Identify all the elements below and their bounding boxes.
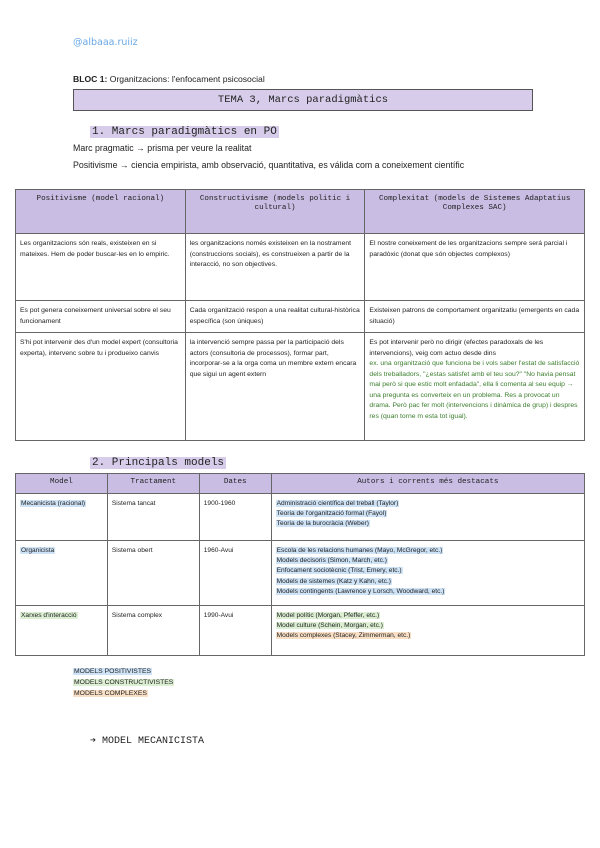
- table-cell: Es pot genera coneixement universal sobre el seu funcionament: [16, 301, 186, 333]
- table-cell: les organitzacions només existeixen en la nostrament (construccions socials), es construeixen a partir de la interacció, no son objectives.: [185, 234, 365, 301]
- table-row: [16, 301, 585, 333]
- section-1-title: [90, 126, 279, 138]
- models-header-row: [16, 474, 585, 494]
- paradigms-header-cell: Constructivisme (models politic i cultural): [185, 190, 365, 234]
- model-name: Xarxes d'interacció: [21, 612, 77, 619]
- paradigms-header-cell: Complexitat (models de Sistemes Adaptatius Complexes SAC): [365, 190, 585, 234]
- table-cell: [271, 606, 584, 656]
- author-item: Teoria de l'organització formal (Fayol): [276, 510, 387, 518]
- table-cell: Existeixen patrons de comportament organitzatiu (emergents en cada situació): [365, 301, 585, 333]
- table-cell: El nostre coneixement de les organitzacions sempre será parcial i paradòxic (donat que són objectes complexos): [365, 234, 585, 301]
- paradigms-header-row: [16, 190, 585, 234]
- bloc-label: BLOC 1:: [73, 74, 108, 84]
- table-row: [16, 234, 585, 301]
- table-row: [16, 606, 585, 656]
- table-row: [16, 494, 585, 541]
- table-cell: Sistema tancat: [107, 494, 199, 541]
- model-name: Organicista: [21, 547, 55, 554]
- table-cell: Sistema complex: [107, 606, 199, 656]
- author-item: Enfocament sociotècnic (Trist, Emery, etc.): [276, 567, 402, 575]
- complex-example-text: ex. una organització que funciona be i vols saber l'estat de satisfacció dels treballadors, "¿estas satisfet amb el teu sou?" "No havia pensat mai però si que estic molt enfadada", ella li comenta al seu equip → una pregunta es converteix en un problema. Res a provocat un drama. Però pac fer molt (intervencions i dinàmica de grup) i despres res (quan torne m esta tot igual).: [369, 360, 580, 420]
- section-2-title: [90, 457, 226, 469]
- table-cell: S'hi pot intervenir des d'un model expert (consultoria experta), intervenc sobre tu i produeixo canvis: [16, 333, 186, 441]
- table-cell: 1990-Avui: [199, 606, 271, 656]
- table-cell: [16, 541, 108, 606]
- table-cell: [365, 333, 585, 441]
- paradigms-header-cell: Positivisme (model racional): [16, 190, 186, 234]
- author-item: Model culture (Schein, Morgan, etc.): [276, 622, 383, 630]
- author-item: Administració científica del treball (Taylor): [276, 500, 399, 507]
- models-header-cell: Autors i corrents més destacats: [271, 474, 584, 494]
- table-cell: [271, 494, 584, 541]
- model-name: Mecanicista (racional): [21, 500, 86, 507]
- legend-complexes: MODELS COMPLEXES: [74, 689, 147, 697]
- table-cell: Les organitzacions són reals, existeixen en si mateixes. Hem de poder buscar-les en lo empiric.: [16, 234, 186, 301]
- table-cell: Cada organització respon a una realitat cultural-històrica específica (son úniques): [185, 301, 365, 333]
- table-row: [16, 541, 585, 606]
- tema-title: TEMA 3, Marcs paradigmàtics: [73, 89, 533, 111]
- author-item: Models decisoris (Simon, March, etc.): [276, 557, 387, 565]
- table-cell: [16, 606, 108, 656]
- author-item: Models de sistemes (Katz y Kahn, etc.): [276, 577, 391, 585]
- author-item: Teoria de la burocràcia (Weber): [276, 520, 369, 528]
- section-1-title-text: 1. Marcs paradigmàtics en PO: [92, 126, 277, 138]
- author-item: Model polític (Morgan, Pfeffer, etc.): [276, 612, 380, 619]
- paradigms-table: [15, 189, 585, 441]
- author-handle: @albaaa.ruiiz: [73, 37, 138, 48]
- table-cell: Sistema obert: [107, 541, 199, 606]
- table-cell: la intervenció sempre passa per la participació dels actors (consultoria de processos), formar part, incorporar-se a la orga coma un membre extern encara que sigui un agent extern: [185, 333, 365, 441]
- models-legend: [73, 667, 174, 700]
- author-item: Models contingents (Lawrence y Lorsch, Woodward, etc.): [276, 587, 445, 595]
- legend-constructivistes: MODELS CONSTRUCTIVISTES: [74, 678, 174, 686]
- model-mecanicista-heading: ➔ MODEL MECANICISTA: [90, 736, 205, 747]
- positivisme-line: Positivisme → ciencia empirista, amb observació, quantitativa, es válida com a coneixement científic: [73, 160, 465, 170]
- models-header-cell: Model: [16, 474, 108, 494]
- section-2-title-text: 2. Principals models: [92, 457, 225, 469]
- models-header-cell: Tractament: [107, 474, 199, 494]
- legend-positivistes: MODELS POSITIVISTES: [74, 668, 152, 675]
- table-cell: [271, 541, 584, 606]
- author-item: Models complexes (Stacey, Zimmerman, etc.): [276, 632, 411, 640]
- models-table: [15, 473, 585, 656]
- bloc-text: Organitzacions: l'enfocament psicosocial: [107, 74, 265, 84]
- table-cell: 1900-1960: [199, 494, 271, 541]
- bloc-title: [73, 74, 265, 84]
- complex-intervention-text: Es pot intervenir però no dirigir (efectes paradoxals de les intervencions), veig com actuo desde dins: [369, 339, 544, 357]
- marc-pragmatic-line: Marc pragmatic → prisma per veure la realitat: [73, 143, 252, 153]
- table-row: [16, 333, 585, 441]
- models-header-cell: Dates: [199, 474, 271, 494]
- table-cell: 1960-Avui: [199, 541, 271, 606]
- table-cell: [16, 494, 108, 541]
- author-item: Escola de les relacions humanes (Mayo, McGregor, etc.): [276, 547, 443, 554]
